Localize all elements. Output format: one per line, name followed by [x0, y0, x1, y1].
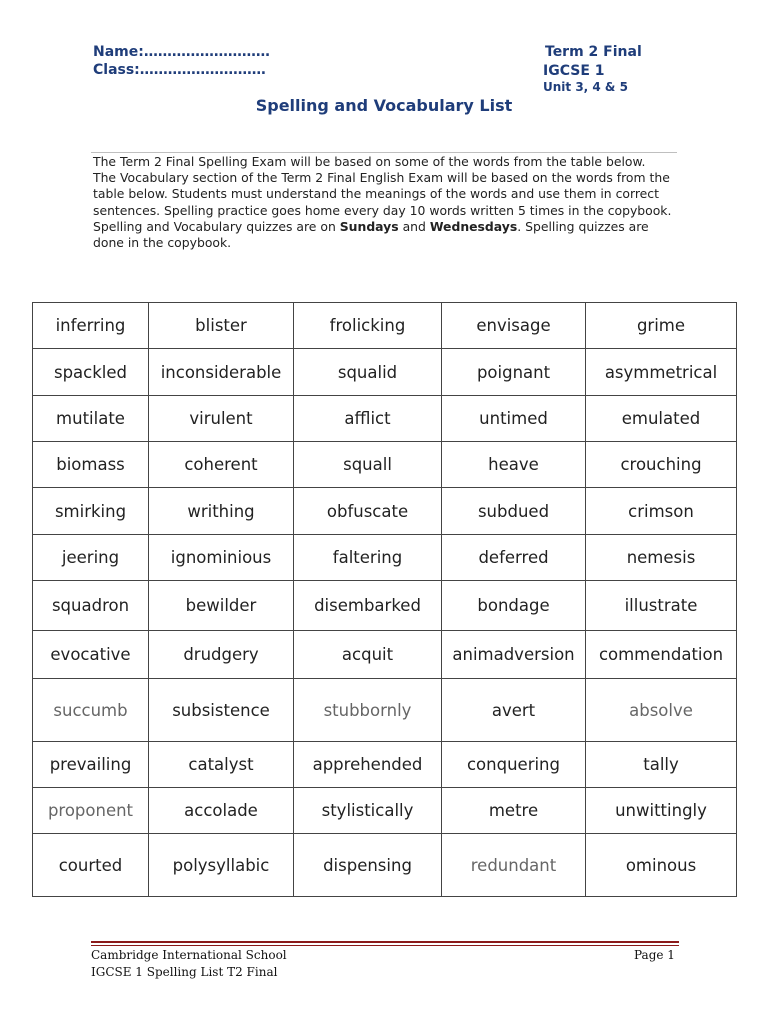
word-cell: faltering — [294, 535, 442, 581]
footer-page: Page 1 — [634, 948, 675, 962]
wednesdays-text: Wednesdays — [429, 218, 518, 234]
word-cell: blister — [149, 303, 294, 349]
word-cell: grime — [586, 303, 737, 349]
word-cell: squalid — [294, 349, 442, 396]
table-row — [33, 834, 737, 897]
table-row — [33, 535, 737, 581]
word-cell: illustrate — [586, 581, 737, 631]
word-cell: virulent — [149, 396, 294, 442]
footer-school: Cambridge International School — [91, 948, 287, 962]
word-cell: writhing — [149, 488, 294, 535]
word-cell: commendation — [586, 631, 737, 679]
word-cell: redundant — [442, 834, 586, 897]
vocabulary-table — [32, 302, 737, 897]
footer-divider — [91, 941, 679, 943]
intro-paragraph-1: The Term 2 Final Spelling Exam will be based on some of the words from the table below. — [93, 154, 646, 169]
table-row — [33, 788, 737, 834]
word-cell: metre — [442, 788, 586, 834]
footer-divider-thin — [91, 945, 679, 946]
term-label: Term 2 Final — [545, 44, 642, 60]
sundays-text: Sundays — [339, 218, 399, 234]
intro-paragraph-2-end: . Spelling quizzes are done in the copybook. — [93, 218, 649, 251]
word-cell: stubbornly — [294, 679, 442, 742]
word-cell: stylistically — [294, 788, 442, 834]
course-label: IGCSE 1 — [543, 63, 605, 79]
word-cell: absolve — [586, 679, 737, 742]
word-cell: squall — [294, 442, 442, 488]
word-cell: asymmetrical — [586, 349, 737, 396]
word-cell: heave — [442, 442, 586, 488]
word-cell: accolade — [149, 788, 294, 834]
word-cell: conquering — [442, 742, 586, 788]
word-cell: crouching — [586, 442, 737, 488]
class-label: Class:……………………… — [93, 62, 266, 78]
word-cell: proponent — [33, 788, 149, 834]
word-cell: courted — [33, 834, 149, 897]
word-cell: frolicking — [294, 303, 442, 349]
word-cell: dispensing — [294, 834, 442, 897]
footer-document: IGCSE 1 Spelling List T2 Final — [91, 965, 278, 979]
word-cell: obfuscate — [294, 488, 442, 535]
word-cell: ominous — [586, 834, 737, 897]
word-cell: subsistence — [149, 679, 294, 742]
word-cell: ignominious — [149, 535, 294, 581]
table-row — [33, 303, 737, 349]
word-cell: squadron — [33, 581, 149, 631]
word-cell: drudgery — [149, 631, 294, 679]
word-cell: smirking — [33, 488, 149, 535]
word-cell: afflict — [294, 396, 442, 442]
table-row — [33, 442, 737, 488]
page-title: Spelling and Vocabulary List — [255, 96, 513, 115]
word-cell: spackled — [33, 349, 149, 396]
divider — [91, 152, 677, 153]
table-row — [33, 631, 737, 679]
word-cell: succumb — [33, 679, 149, 742]
word-cell: avert — [442, 679, 586, 742]
word-cell: nemesis — [586, 535, 737, 581]
word-cell: polysyllabic — [149, 834, 294, 897]
table-row — [33, 349, 737, 396]
intro-text — [93, 154, 683, 251]
table-row — [33, 396, 737, 442]
word-cell: prevailing — [33, 742, 149, 788]
word-cell: crimson — [586, 488, 737, 535]
word-cell: poignant — [442, 349, 586, 396]
word-cell: catalyst — [149, 742, 294, 788]
word-cell: tally — [586, 742, 737, 788]
word-cell: disembarked — [294, 581, 442, 631]
word-cell: apprehended — [294, 742, 442, 788]
word-cell: subdued — [442, 488, 586, 535]
table-row — [33, 581, 737, 631]
table-row — [33, 488, 737, 535]
word-cell: unwittingly — [586, 788, 737, 834]
word-cell: inconsiderable — [149, 349, 294, 396]
word-cell: untimed — [442, 396, 586, 442]
and-text: and — [398, 218, 430, 234]
word-cell: bondage — [442, 581, 586, 631]
word-cell: emulated — [586, 396, 737, 442]
word-cell: bewilder — [149, 581, 294, 631]
name-label: Name:……………………… — [93, 44, 270, 60]
word-cell: evocative — [33, 631, 149, 679]
word-cell: envisage — [442, 303, 586, 349]
word-cell: acquit — [294, 631, 442, 679]
table-row — [33, 742, 737, 788]
table-row — [33, 679, 737, 742]
word-cell: biomass — [33, 442, 149, 488]
word-cell: jeering — [33, 535, 149, 581]
word-cell: animadversion — [442, 631, 586, 679]
word-cell: deferred — [442, 535, 586, 581]
intro-paragraph-2: The Vocabulary section of the Term 2 Final English Exam will be based on the words from the table below. Students must understand the meanings of the words and use them in correct sentences. Spelling practice goes home every day 10 words written 5 times in the copybook. Spelling and Vocabulary quizzes are on — [93, 170, 672, 234]
word-cell: mutilate — [33, 396, 149, 442]
word-cell: coherent — [149, 442, 294, 488]
word-cell: inferring — [33, 303, 149, 349]
units-label: Unit 3, 4 & 5 — [543, 80, 628, 94]
